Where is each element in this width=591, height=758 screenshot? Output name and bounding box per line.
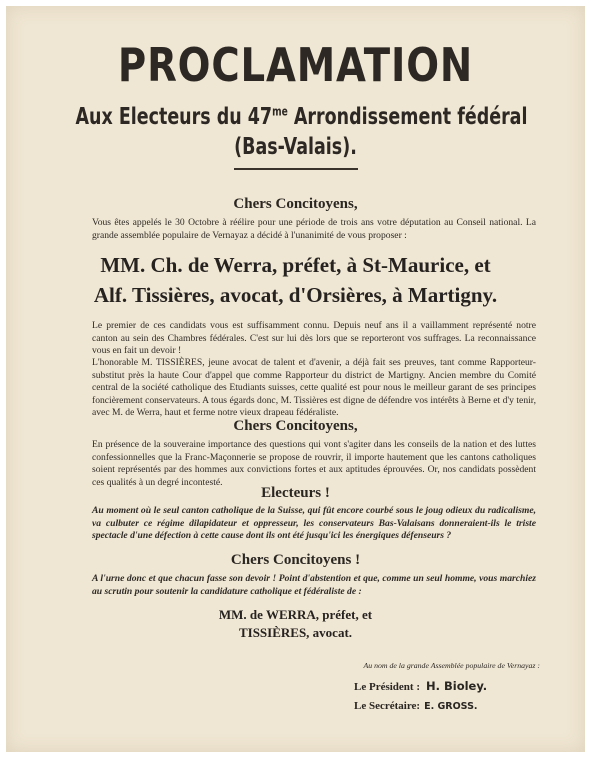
subtitle-superscript: me <box>272 104 288 119</box>
subtitle-suffix: Arrondissement fédéral <box>287 104 528 130</box>
section4-text: A l'urne donc et que chacun fasse son devoir ! Point d'abstention et que, comme un seul homme, vous marchiez au scrutin pour soutenir la candidature catholique et fédéraliste de : <box>92 573 536 597</box>
section3-text: Au moment où le seul canton catholique de la Suisse, qui fût encore courbé sous le joug odieux du radicalisme, va culbuter ce régime dilapidateur et oppresseur, les conservateurs Bas-Valaisans donneraient-ils le triste spectacle d'une défection à cette cause dont ils ont été jusqu'ici les énergiques défenseurs ? <box>92 505 536 542</box>
signature-intro: Au nom de la grande Assemblée populaire de Vernayaz : <box>363 661 540 670</box>
section1-text: Vous êtes appelés le 30 Octobre à réélire pour une période de trois ans votre députation au Conseil national. La grande assemblée populaire de Vernayaz a décidé à l'unanimité de vous proposer : <box>92 217 536 241</box>
president-label: Le Président : <box>354 681 420 693</box>
poster-title: PROCLAMATION <box>117 38 474 92</box>
president-name: H. Bioley. <box>425 679 488 693</box>
candidates-small-line1: MM. de WERRA, préfet, et <box>218 607 373 622</box>
section2-heading: Chers Concitoyens, <box>233 418 358 434</box>
candidates-line1: MM. Ch. de Werra, préfet, à St-Maurice, et <box>100 253 491 277</box>
paragraph-werra: Le premier de ces candidats vous est suffisamment connu. Depuis neuf ans il a vaillamment représenté notre canton au sein des Chambres fédérales. C'est sur lui dès lors que se reporteront vos suffrages. La reconnaissance vous en fait un devoir ! <box>92 320 536 357</box>
signature-secretary <box>354 700 478 712</box>
section4-heading: Chers Concitoyens ! <box>230 552 361 568</box>
poster-subtitle-line2: (Bas-Valais). <box>234 134 357 160</box>
secretary-name: E. GROSS. <box>424 701 478 712</box>
poster-subtitle-line1 <box>75 104 528 130</box>
candidates-line2: Alf. Tissières, avocat, d'Orsières, à Martigny. <box>93 283 498 307</box>
subtitle-prefix: Aux Electeurs du 47 <box>75 104 273 130</box>
title-divider <box>234 168 358 170</box>
signature-president <box>354 679 487 693</box>
candidates-small-line2: TISSIÈRES, avocat. <box>238 625 353 640</box>
section3-heading: Electeurs ! <box>261 485 330 501</box>
secretary-label: Le Secrétaire: <box>354 700 421 712</box>
section2-text: En présence de la souveraine importance des questions qui vont s'agiter dans les conseils de la nation et des luttes confessionnelles que la Franc-Maçonnerie se propose de rouvrir, il importe hautement que les cantons catholiques soient représentés par des hommes aux convictions fortes et aux aptitudes éprouvées. Or, nos candidats possèdent ces qualités à un degré incontesté. <box>92 439 536 488</box>
paragraph-tissieres: L'honorable M. TISSIÈRES, jeune avocat de talent et d'avenir, a déjà fait ses preuves, tant comme Rapporteur-substitut près la haute Cour d'appel que comme Rapporteur du district de Martigny. Ancien membre du Comité central de la société catholique des Etudiants suisses, cette qualité est pour nous le meilleur garant de ses principes foncièrement conservateurs. A tous égards donc, M. Tissières est digne de défendre vos intérêts à Berne et d'y tenir, avec M. de Werra, haut et ferme notre vieux drapeau fédéraliste. <box>92 357 536 419</box>
section1-heading: Chers Concitoyens, <box>233 196 358 212</box>
proclamation-poster <box>6 6 585 752</box>
